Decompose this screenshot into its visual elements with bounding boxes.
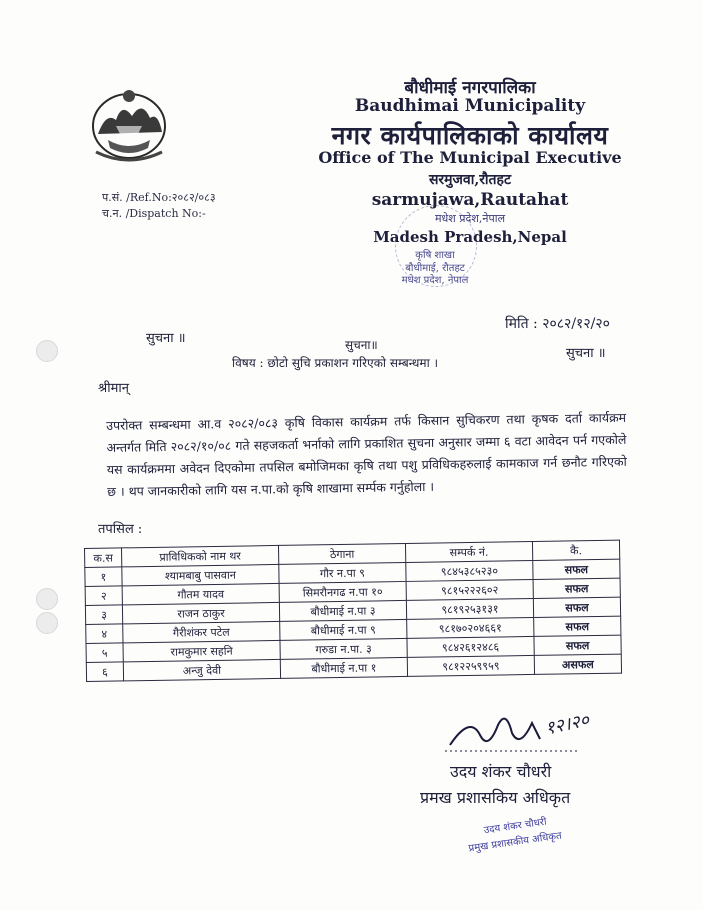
province-np: मधेश प्रदेश,नेपाल [434,212,506,225]
seal-line-2: बौधीमाई, रौतहट [405,263,465,274]
province-en: Madesh Pradesh,Nepal [373,228,567,246]
col-name: प्राविधिकको नाम थर [122,545,279,566]
municipality-name-np: बौधीमाई नगरपालिका [404,78,536,98]
name-stamp-line-2: प्रमुख प्रशासकीय अधिकृत [467,830,563,855]
punch-hole [36,588,58,610]
salutation: श्रीमान् [98,381,129,396]
selection-table [84,540,622,682]
cell-address: गौर न.पा ९ [279,562,406,583]
tapsil-label: तपसिल : [98,522,143,537]
cell-address: बौधीमाई न.पा ३ [279,600,406,621]
cell-name: श्यामबाबु पासवान [122,564,279,585]
cell-name: अन्जु देवी [123,659,280,680]
cell-name: गैरीशंकर पटेल [123,621,280,642]
cell-serial: १ [85,567,122,587]
seal-line-3: मधेश प्रदेश, नेपाल [401,275,469,286]
cell-serial: २ [85,586,122,606]
cell-address: बौधीमाई न.पा ९ [280,619,407,640]
seal-line-1: कृषि शाखा [415,250,455,261]
col-remarks: कै. [532,540,619,560]
ref-number: प.सं. /Ref.No:२०८२/०८३ [102,191,216,204]
cell-contact: ९८१७०२०४६६१ [407,617,534,638]
office-name-np: नगर कार्यपालिकाको कार्यालय [331,121,609,150]
cell-name: राजन ठाकुर [122,602,279,623]
subject-line: विषय : छोटो सुचि प्रकाशन गरिएको सम्बन्धमा । [232,356,439,370]
cell-name: गौतम यादव [122,583,279,604]
cell-remarks: असफल [534,654,621,674]
col-address: ठेगाना [278,543,405,564]
name-stamp-line-1: उदय शंकर चौधरी [483,816,548,837]
cell-contact: ९८१२२५९९५९ [407,655,534,676]
cell-contact: ९८४२६१२४८६ [407,636,534,657]
punch-hole [36,612,58,634]
place-en: sarmujawa,Rautahat [371,190,569,210]
cell-serial: ३ [85,605,122,625]
office-name-en: Office of The Municipal Executive [318,148,622,167]
col-contact: सम्पर्क नं. [405,541,532,562]
signatory-title: प्रमख प्रशासकिय अधिकृत [420,788,571,807]
municipality-name-en: Baudhimai Municipality [354,96,586,116]
cell-remarks: सफल [533,597,620,617]
cell-serial: ४ [86,624,123,644]
cell-remarks: सफल [533,578,620,598]
letter-date: मिति : २०८२/१२/२० [505,316,610,332]
place-np: सरमुजवा,रौतहट [428,172,512,188]
notice-label-right: सुचना ॥ [566,346,606,361]
nepal-emblem-icon [86,82,172,164]
cell-name: रामकुमार सहनि [123,640,280,661]
dispatch-number: च.न. /Dispatch No:- [102,207,206,220]
cell-contact: ९८४५३८५२३० [406,560,533,581]
cell-remarks: सफल [533,559,620,579]
cell-serial: ५ [86,643,123,663]
signatory-name: उदय शंकर चौधरी [450,762,552,781]
notice-label-center: सुचना॥ [345,338,378,352]
notice-label-left: सुचना ॥ [146,331,186,346]
cell-contact: ९८१९२५३१३१ [406,598,533,619]
cell-address: सिमरौनगढ न.पा १० [279,581,406,602]
col-serial: क.स [85,548,122,568]
body-paragraph: उपरोक्त सम्बन्धमा आ.व २०८२/०८३ कृषि विकास कार्यक्रम तर्फ किसान सुचिकरण तथा कृषक दर्ता कार्यक्रम अन्तर्गत मिति २०८२/१०/०८ गते सहजकर्ता भर्नाको लागि प्रकाशित सुचना अनुसार जम्मा ६ वटा आवेदन पर्न गएकोले यस कार्यक्रममा अवेदन दिएकोमा तपसिल बमोजिमका कृषि तथा पशु प्रविधिकहरुलाई कामकाज गर्न छनौट गरिएको छ । थप जानकारीको लागि यस न.पा.को कृषि शाखामा सर्म्पक गर्नुहोला । [106,409,627,499]
cell-serial: ६ [86,662,123,682]
cell-remarks: सफल [534,616,621,636]
signature-date: १२।२० [543,709,592,740]
cell-contact: ९८१५२२२६०२ [406,579,533,600]
cell-address: बौधीमाई न.पा १ [280,657,407,678]
cell-address: गरुडा न.पा. ३ [280,638,407,659]
cell-remarks: सफल [534,635,621,655]
punch-hole [36,340,58,362]
